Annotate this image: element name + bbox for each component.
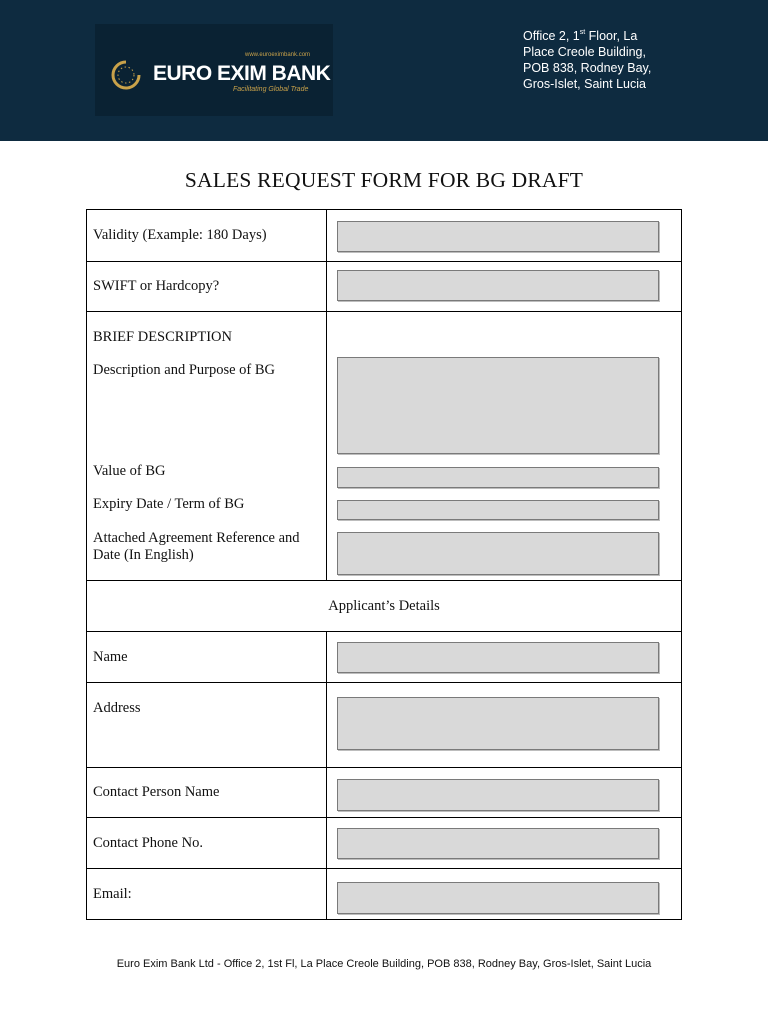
contact-phone-label: Contact Phone No. [93,835,203,851]
logo-url: www.euroeximbank.com [245,52,311,58]
header-address [523,28,651,92]
description-purpose-field[interactable] [337,357,659,454]
logo-name: EURO EXIM BANK [153,62,331,85]
row-divider [87,817,681,818]
row-divider [87,580,681,581]
address-line-3: POB 838, Rodney Bay, [523,61,652,75]
page-footer: Euro Exim Bank Ltd - Office 2, 1st Fl, La Place Creole Building, POB 838, Rodney Bay, Gros-Islet, Saint Lucia [116,958,652,970]
agreement-field[interactable] [337,532,659,575]
email-field[interactable] [337,882,659,914]
address-line-2: Place Creole Building, [523,45,646,59]
request-form-table [86,209,682,920]
column-divider [326,631,327,920]
expiry-label: Expiry Date / Term of BG [93,496,245,512]
email-label: Email: [93,886,132,902]
description-purpose-label: Description and Purpose of BG [93,362,276,378]
value-label: Value of BG [93,463,166,479]
applicant-details-heading: Applicant’s Details [328,598,440,614]
row-divider [87,631,681,632]
page-header [0,0,768,141]
row-divider [87,767,681,768]
contact-person-label: Contact Person Name [93,784,220,800]
brief-description-heading: BRIEF DESCRIPTION [93,329,232,345]
row-divider [87,261,681,262]
form-title: SALES REQUEST FORM FOR BG DRAFT [184,168,584,192]
validity-field[interactable] [337,221,659,252]
contact-phone-field[interactable] [337,828,659,859]
address-line-4: Gros-Islet, Saint Lucia [523,77,646,91]
row-divider [87,311,681,312]
contact-person-field[interactable] [337,779,659,811]
row-divider [87,682,681,683]
swift-or-hardcopy-field[interactable] [337,270,659,301]
bank-logo [95,24,333,116]
agreement-label: Attached Agreement Reference and Date (In English) [93,530,300,563]
address-label: Address [93,700,141,716]
address-field[interactable] [337,697,659,750]
validity-label: Validity (Example: 180 Days) [93,227,267,243]
expiry-field[interactable] [337,500,659,520]
address-line-1: Office 2, 1st Floor, La [523,29,638,43]
name-field[interactable] [337,642,659,673]
swift-label: SWIFT or Hardcopy? [93,278,220,294]
column-divider [326,210,327,580]
row-divider [87,868,681,869]
logo-tagline: Facilitating Global Trade [233,86,309,93]
value-field[interactable] [337,467,659,488]
globe-ring-icon [111,60,141,90]
name-label: Name [93,649,128,665]
